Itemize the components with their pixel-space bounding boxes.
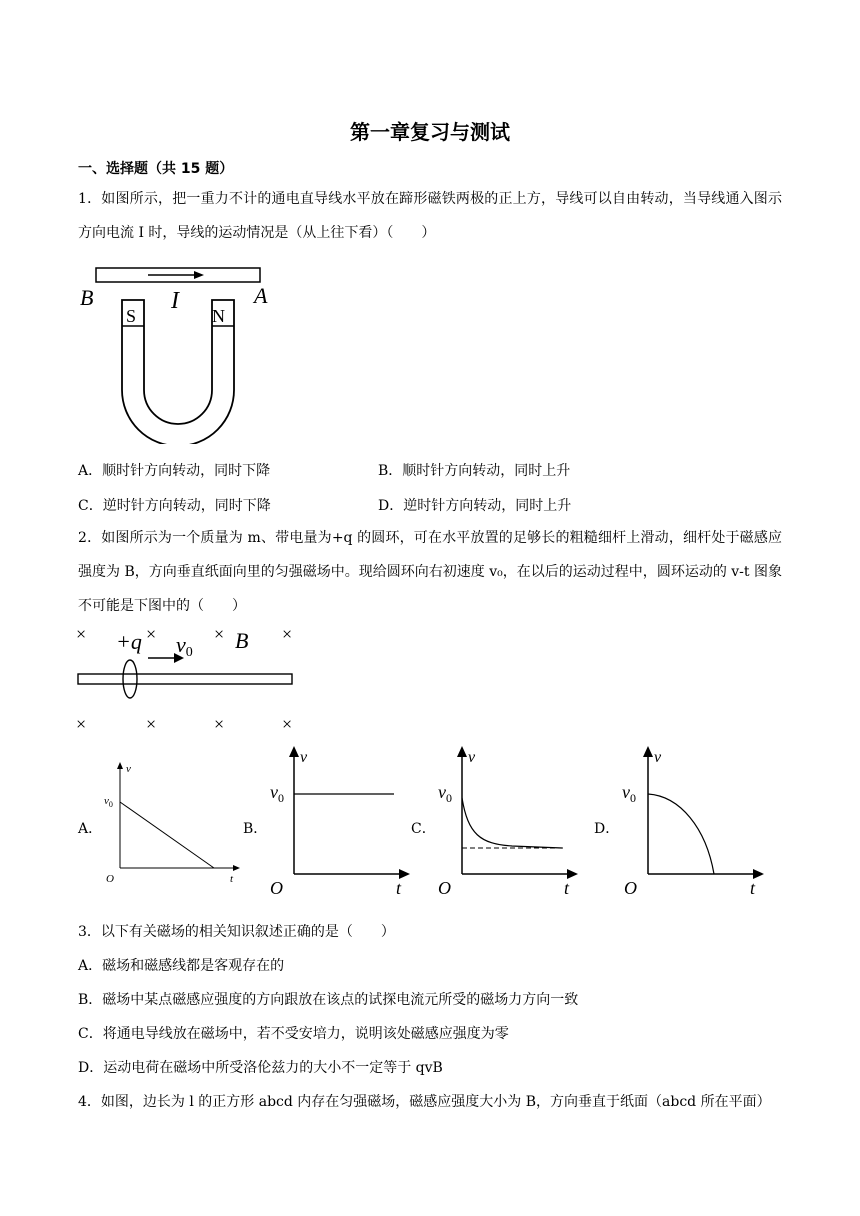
- current-arrow-head: [194, 271, 204, 279]
- svg-text:v: v: [468, 749, 476, 766]
- q2-ring-figure: [70, 622, 310, 732]
- q1-option-a: A．顺时针方向转动，同时下降: [78, 463, 271, 479]
- charge-label: +q: [116, 629, 142, 654]
- svg-text:×: ×: [146, 624, 157, 644]
- svg-text:O: O: [438, 878, 451, 898]
- svg-text:t: t: [750, 878, 756, 898]
- q3-stem: 3．以下有关磁场的相关知识叙述正确的是（ ）: [78, 924, 395, 940]
- q2-stem: 2．如图所示为一个质量为 m、带电量为+q 的圆环，可在水平放置的足够长的粗糙细杆上滑动，细杆处于磁感应强度为 B，方向垂直纸面向里的匀强磁场中。现给圆环向右初速度 v₀，在以后的运动过程中，圆环运动的 v-t 图象不可能是下图中的（ ）: [78, 530, 782, 614]
- svg-text:×: ×: [282, 624, 293, 644]
- field-label: B: [235, 628, 249, 653]
- svg-text:×: ×: [76, 624, 87, 644]
- svg-text:v: v: [654, 749, 662, 766]
- svg-text:v0: $v_0$: [438, 782, 452, 805]
- rod: [78, 674, 292, 684]
- pole-N: N: [212, 306, 225, 326]
- q4-stem: 4．如图，边长为 l 的正方形 abcd 内存在匀强磁场，磁感应强度大小为 B，方向垂直于纸面（abcd 所在平面）: [78, 1094, 771, 1110]
- svg-text:O: O: [106, 873, 114, 885]
- svg-text:t: t: [396, 878, 402, 898]
- svg-text:t: t: [230, 873, 234, 885]
- svg-text:O: O: [624, 878, 637, 898]
- ring: [123, 660, 137, 698]
- graph-c: [432, 742, 582, 898]
- q1-option-c: C．逆时针方向转动，同时下降: [78, 498, 271, 514]
- graph-d: [618, 742, 768, 898]
- svg-text:v0: $v_0$: [104, 795, 113, 809]
- svg-text:×: ×: [146, 714, 157, 732]
- q1-magnet-figure: [76, 262, 286, 444]
- graph-a-label: A．: [78, 821, 103, 837]
- q3-option-d: D．运动电荷在磁场中所受洛伦兹力的大小不一定等于 qvB: [78, 1060, 443, 1076]
- graph-b: [264, 742, 414, 898]
- label-A: A: [254, 283, 268, 308]
- q1-option-d: D．逆时针方向转动，同时上升: [378, 498, 572, 514]
- svg-text:×: ×: [282, 714, 293, 732]
- q3-option-a: A．磁场和磁感线都是客观存在的: [78, 958, 285, 974]
- svg-text:t: t: [564, 878, 570, 898]
- svg-text:×: ×: [214, 624, 225, 644]
- graph-b-label: B．: [243, 821, 268, 837]
- velocity-label: v0: [176, 632, 193, 660]
- q1-option-b: B．顺时针方向转动，同时上升: [378, 463, 571, 479]
- svg-text:v: v: [126, 763, 131, 775]
- graph-c-label: C．: [411, 821, 436, 837]
- pole-S: S: [126, 306, 137, 326]
- svg-text:×: ×: [214, 714, 225, 732]
- section-heading: 一、选择题（共 15 题）: [78, 161, 234, 177]
- svg-text:v0: $v_0$: [622, 782, 636, 805]
- label-B: B: [80, 285, 94, 310]
- svg-text:v: v: [300, 749, 308, 766]
- graph-a: [100, 758, 245, 890]
- q3-option-b: B．磁场中某点磁感应强度的方向跟放在该点的试探电流元所受的磁场力方向一致: [78, 992, 579, 1008]
- page-title: 第一章复习与测试: [350, 120, 510, 144]
- graph-d-label: D．: [594, 821, 620, 837]
- q3-option-c: C．将通电导线放在磁场中，若不受安培力，说明该处磁感应强度为零: [78, 1026, 509, 1042]
- label-current: I: [171, 288, 179, 314]
- svg-text:×: ×: [76, 714, 87, 732]
- q1-stem: 1．如图所示，把一重力不计的通电直导线水平放在蹄形磁铁两极的正上方，导线可以自由转动，当导线通入图示方向电流 I 时，导线的运动情况是（从上往下看）（ ）: [78, 191, 782, 241]
- svg-text:O: O: [270, 878, 283, 898]
- svg-text:v0: $v_0$: [270, 782, 284, 805]
